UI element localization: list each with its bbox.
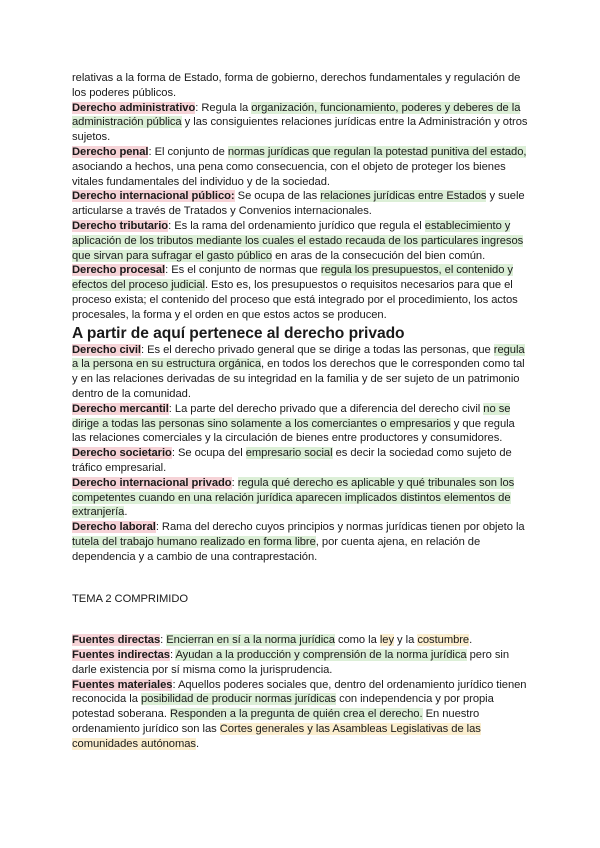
- highlighted-example: costumbre: [417, 634, 470, 647]
- definition-paragraph: [72, 520, 530, 564]
- text-segment: : Regula la: [195, 101, 252, 114]
- definition-paragraph: [72, 648, 530, 678]
- definition-paragraph: [72, 101, 530, 145]
- text-segment: :: [169, 649, 176, 662]
- definition-paragraph: [72, 678, 530, 752]
- text-segment: : Aquellos poderes sociales que, dentro del ordenamiento jurídico tienen reconocida la: [72, 678, 527, 706]
- text-segment: y que regula las relaciones comerciales y la circulación de bienes entre productores y consumidores.: [72, 417, 515, 445]
- highlighted-text: no se dirige a todas las personas sino solamente a los comerciantes o empresarios: [72, 402, 511, 430]
- definition-paragraph: [72, 476, 530, 520]
- definition-paragraph: [72, 145, 530, 189]
- definition-paragraph: [72, 633, 530, 648]
- term-label: Derecho penal: [72, 145, 149, 158]
- highlighted-text: regula los presupuestos, el contenido y efectos del proceso judicial: [72, 264, 513, 292]
- text-segment: Se ocupa de las: [234, 190, 321, 203]
- text-segment: .: [124, 506, 128, 519]
- term-label: Derecho mercantil: [72, 402, 169, 415]
- text-segment: , en todos los derechos que le corresponden como tal y en las relaciones derivadas de su integridad en la familia y de ser sujeto de un patrimonio dentro de la comunidad.: [72, 358, 525, 400]
- highlighted-text: tutela del trabajo humano realizado en forma libre: [72, 535, 316, 548]
- highlighted-text: Responden a la pregunta de quién crea el derecho.: [169, 708, 423, 721]
- highlighted-text: regula qué derecho es aplicable y qué tribunales son los competentes cuando en una relación jurídica aparecen implicados distintos elementos de extranjería: [72, 476, 515, 519]
- highlighted-text: posibilidad de producir normas jurídicas: [140, 693, 337, 706]
- text-segment: y la: [394, 634, 418, 647]
- definition-paragraph: [72, 343, 530, 402]
- term-label: Derecho administrativo: [72, 101, 196, 114]
- text-segment: : Es el conjunto de normas que: [165, 264, 321, 277]
- highlighted-example: Cortes generales y las Asambleas Legislativas de las comunidades autónomas: [72, 723, 481, 750]
- term-label: Derecho tributario: [72, 219, 169, 232]
- definition-paragraph: [72, 263, 530, 322]
- document-body: [72, 71, 530, 752]
- highlighted-text: relaciones jurídicas entre Estados: [320, 190, 487, 203]
- term-label: Derecho civil: [72, 343, 141, 356]
- text-segment: :: [231, 476, 238, 489]
- highlighted-text: Ayudan a la producción y comprensión de la norma jurídica: [175, 649, 467, 662]
- highlighted-example: ley: [379, 634, 394, 647]
- text-segment: y las consiguientes relaciones jurídicas entre la Administración y otros sujetos.: [72, 116, 528, 144]
- text-segment: y suele articularse a través de Tratados y Convenios internacionales.: [72, 190, 525, 218]
- highlighted-text: Encierran en sí a la norma jurídica: [166, 634, 335, 647]
- term-label: Fuentes materiales: [72, 678, 173, 691]
- text-segment: : El conjunto de: [148, 145, 228, 158]
- highlighted-text: establecimiento y aplicación de los tributos mediante los cuales el estado recauda de los particulares ingresos que sirvan para sufragar el gasto público: [72, 219, 524, 262]
- term-label: Derecho laboral: [72, 521, 156, 534]
- text-segment: como la: [334, 634, 380, 647]
- highlighted-text: normas jurídicas que regulan la potestad punitiva del estado,: [227, 145, 527, 158]
- text-segment: con independencia y por propia potestad soberana.: [72, 693, 494, 721]
- text-segment: en aras de la consecución del bien común.: [272, 249, 486, 262]
- term-label: Fuentes directas: [72, 634, 161, 647]
- term-label: Derecho internacional público:: [72, 190, 235, 203]
- highlighted-text: regula a la persona en su estructura orgánica: [72, 343, 525, 371]
- text-segment: : Es el derecho privado general que se dirige a todas las personas, que: [141, 343, 494, 356]
- text-segment: : Rama del derecho cuyos principios y normas jurídicas tienen por objeto la: [155, 521, 525, 534]
- highlighted-text: organización, funcionamiento, poderes y deberes de la administración pública: [72, 101, 521, 129]
- text-segment: , por cuenta ajena, en relación de dependencia y a cambio de una contraprestación.: [72, 535, 481, 563]
- text-segment: En nuestro ordenamiento jurídico son las: [72, 708, 480, 736]
- term-label: Derecho procesal: [72, 264, 166, 277]
- text-segment: : La parte del derecho privado que a diferencia del derecho civil: [168, 402, 484, 415]
- section-heading: A partir de aquí pertenece al derecho privado: [72, 324, 405, 342]
- text-segment: asociando a hechos, una pena como consecuencia, con el objeto de proteger los bienes vitales fundamentales del individuo y de la sociedad.: [72, 160, 506, 188]
- definition-paragraph: [72, 189, 530, 219]
- highlighted-text: empresario social: [245, 447, 333, 460]
- definition-paragraph: [72, 402, 530, 446]
- term-label: Derecho societario: [72, 447, 172, 460]
- text-segment: : Se ocupa del: [171, 447, 246, 460]
- definition-paragraph: [72, 71, 530, 101]
- definition-paragraph: [72, 219, 530, 263]
- topic-title: TEMA 2 COMPRIMIDO: [72, 592, 189, 605]
- text-segment: : Es la rama del ordenamiento jurídico que regula el: [168, 219, 425, 232]
- text-segment: es decir la sociedad como sujeto de tráfico empresarial.: [72, 447, 512, 474]
- text-segment: .: [195, 737, 200, 750]
- text-segment: . Esto es, los presupuestos o requisitos necesarios para que el proceso exista; el contenido del proceso que está integrado por el procedimiento, los actos procesales, la forma y el orden en que estos actos se producen.: [72, 279, 518, 321]
- text-segment: .: [469, 634, 473, 647]
- term-label: Fuentes indirectas: [72, 649, 170, 662]
- term-label: Derecho internacional privado: [72, 476, 232, 489]
- text-segment: :: [160, 634, 167, 647]
- definition-paragraph: [72, 446, 530, 476]
- text-segment: relativas a la forma de Estado, forma de gobierno, derechos fundamentales y regulación de los poderes públicos.: [72, 72, 521, 99]
- text-segment: pero sin darle existencia por sí misma como la jurisprudencia.: [72, 649, 510, 676]
